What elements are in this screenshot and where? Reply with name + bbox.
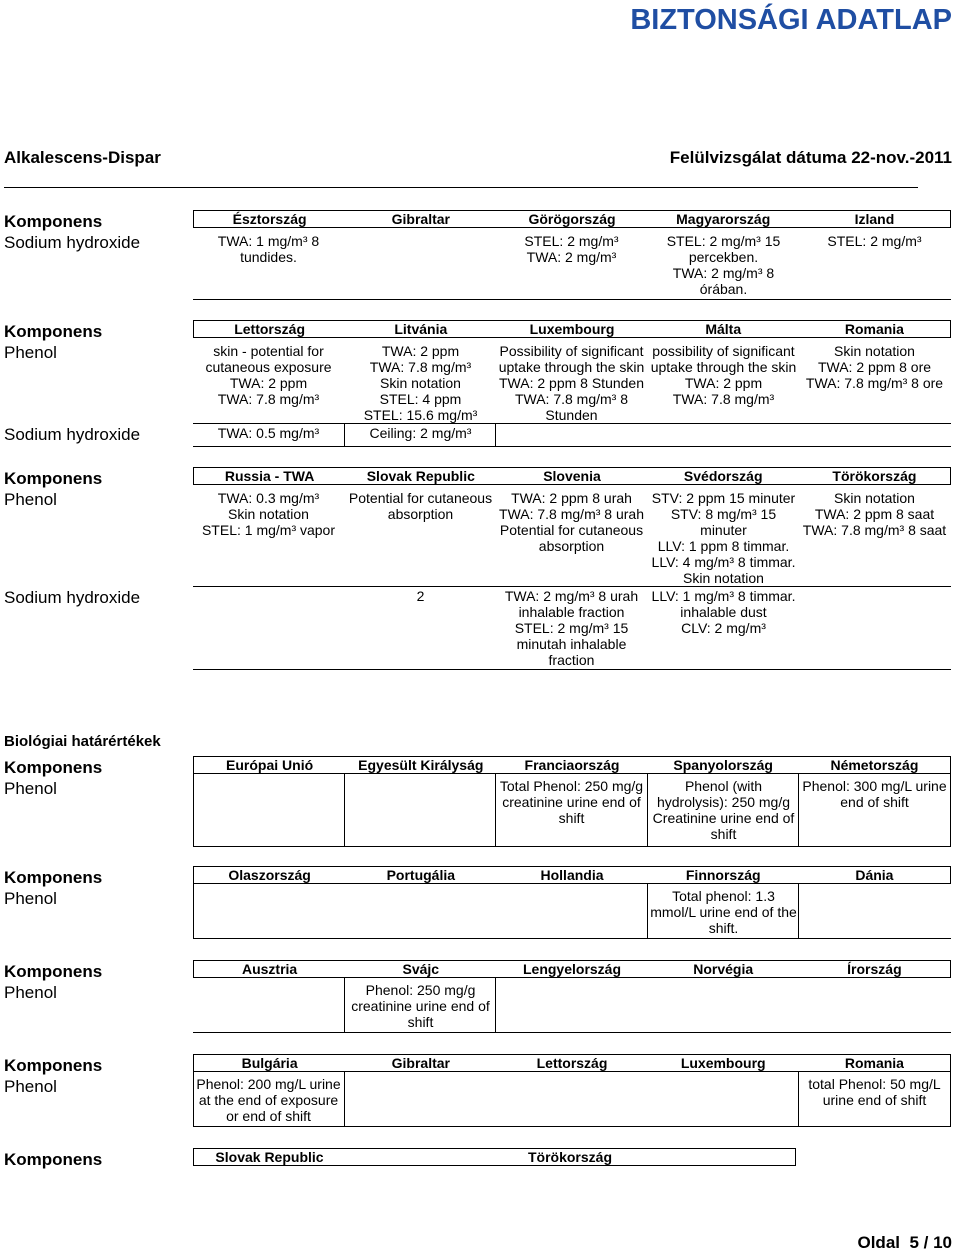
cell-line: Possibility of significant [499, 343, 644, 359]
value-cell [345, 982, 496, 1030]
table-bottom-rule [193, 299, 951, 300]
value-cell [799, 1076, 950, 1108]
cell-line: TWA: 2 mg/m³ 8 [672, 265, 775, 281]
component-header: Komponens [4, 758, 103, 777]
cell-divider [193, 884, 194, 938]
row-label-sodium-hydroxide: Sodium hydroxide [4, 233, 141, 252]
row-label-phenol: Phenol [4, 779, 57, 798]
cell-line: percekben. [688, 249, 759, 265]
cell-line: Ceiling: 2 mg/m³ [369, 425, 472, 441]
column-header: Norvégia [693, 961, 754, 977]
cell-line: TWA: 2 ppm 8 Stunden [499, 375, 644, 391]
cell-line: Skin notation [683, 570, 764, 586]
column-header: Gibraltar [391, 211, 450, 227]
cell-line: fraction [548, 652, 595, 668]
cell-line: LLV: 4 mg/m³ 8 timmar. [651, 554, 796, 570]
column-header: Lettország [536, 1055, 608, 1071]
row-divider [193, 586, 951, 587]
value-cell [496, 778, 647, 826]
column-header: Svédország [683, 468, 763, 484]
cell-line: total Phenol: 50 mg/L [808, 1076, 941, 1092]
row-label-phenol: Phenol [4, 983, 57, 1002]
revision-label: Felülvizsgálat dátuma [669, 148, 847, 167]
cell-line: LLV: 1 ppm 8 timmar. [657, 538, 790, 554]
cell-line: Skin notation [834, 343, 915, 359]
cell-divider [344, 1072, 345, 1126]
cell-line: minutah inhalable [516, 636, 627, 652]
cell-line: STV: 2 ppm 15 minuter [651, 490, 796, 506]
cell-line: Phenol (with [684, 778, 763, 794]
product-name: Alkalescens-Dispar [4, 148, 161, 167]
column-header-row [193, 866, 951, 884]
column-header: Lengyelország [522, 961, 622, 977]
component-header: Komponens [4, 868, 103, 887]
value-cell [799, 233, 950, 249]
value-cell [648, 490, 799, 586]
page-label: Oldal [857, 1233, 900, 1252]
row-label-sodium-hydroxide: Sodium hydroxide [4, 588, 141, 607]
column-header: Európai Unió [226, 757, 314, 773]
table-bottom-rule [193, 1032, 951, 1033]
value-cell [496, 588, 647, 668]
table-bottom-rule [193, 938, 951, 939]
cell-divider [193, 1072, 194, 1126]
header-rule [4, 187, 918, 188]
row-label-phenol: Phenol [4, 1077, 57, 1096]
cell-line: possibility of significant [652, 343, 795, 359]
cell-line: urine end of shift [822, 1092, 927, 1108]
table-bottom-rule [193, 446, 951, 447]
cell-line: LLV: 1 mg/m³ 8 timmar. [651, 588, 796, 604]
column-header: Törökország [527, 1149, 612, 1165]
cell-line: Skin notation [228, 506, 309, 522]
component-header: Komponens [4, 1150, 103, 1169]
component-header: Komponens [4, 322, 103, 341]
column-header: Bulgária [241, 1055, 298, 1071]
cell-line: TWA: 7.8 mg/m³ 8 ore [805, 375, 944, 391]
cell-line: absorption [538, 538, 605, 554]
component-header: Komponens [4, 469, 103, 488]
cell-divider [193, 774, 194, 846]
value-cell [496, 490, 647, 554]
cell-line: TWA: 7.8 mg/m³ [369, 359, 472, 375]
cell-line: cutaneous exposure [205, 359, 332, 375]
cell-line: TWA: 7.8 mg/m³ 8 saat [802, 522, 947, 538]
section-title-biological-limits: Biológiai határértékek [4, 733, 161, 750]
column-header: Romania [844, 321, 904, 337]
column-header: Litvánia [394, 321, 448, 337]
component-header: Komponens [4, 1056, 103, 1075]
column-header: Hollandia [540, 867, 604, 883]
cell-line: TWA: 2 ppm [229, 375, 308, 391]
cell-line: Phenol: 250 mg/g [365, 982, 476, 998]
cell-line: inhalable fraction [518, 604, 625, 620]
cell-line: TWA: 0.5 mg/m³ [217, 425, 320, 441]
column-header: Russia - TWA [224, 468, 315, 484]
cell-line: uptake through the skin [498, 359, 645, 375]
column-header: Törökország [832, 468, 917, 484]
page-footer [857, 1233, 952, 1253]
column-header: Magyarország [676, 211, 771, 227]
cell-line: skin - potential for [213, 343, 324, 359]
cell-line: TWA: 2 ppm 8 saat [814, 506, 935, 522]
column-header: Slovak Republic [366, 468, 475, 484]
column-header: Luxembourg [680, 1055, 766, 1071]
column-header: Svájc [402, 961, 440, 977]
value-cell [193, 425, 344, 441]
row-divider [193, 423, 951, 424]
cell-line: TWA: 2 mg/m³ 8 urah [504, 588, 639, 604]
value-cell [193, 343, 344, 407]
document-title: BIZTONSÁGI ADATLAP [630, 4, 952, 36]
row-label-phenol: Phenol [4, 889, 57, 908]
value-cell [648, 233, 799, 297]
cell-line: TWA: 2 ppm [381, 343, 460, 359]
cell-line: shift. [708, 920, 739, 936]
cell-line: STEL: 2 mg/m³ [524, 233, 619, 249]
cell-line: Creatinine urine end of [652, 810, 795, 826]
cell-divider [344, 978, 345, 1032]
column-header: Finnország [685, 867, 761, 883]
value-cell [648, 343, 799, 407]
cell-line: STEL: 4 ppm [379, 391, 462, 407]
cell-divider [647, 774, 648, 846]
cell-line: shift [558, 810, 585, 826]
value-cell [193, 233, 344, 265]
cell-line: absorption [387, 506, 454, 522]
column-header: Portugália [386, 867, 456, 883]
cell-divider [950, 774, 951, 846]
column-header-row [193, 1054, 951, 1072]
column-header: Málta [705, 321, 742, 337]
cell-line: Total Phenol: 250 mg/g [499, 778, 644, 794]
cell-line: minuter [700, 522, 747, 538]
cell-line: órában. [699, 281, 748, 297]
cell-divider [344, 774, 345, 846]
value-cell [799, 490, 950, 538]
cell-line: creatinine urine end of [351, 998, 490, 1014]
value-cell [648, 888, 799, 936]
column-header: Luxembourg [529, 321, 615, 337]
column-header: Írország [847, 961, 902, 977]
cell-divider [798, 1072, 799, 1126]
row-label-phenol: Phenol [4, 490, 57, 509]
cell-line: Phenol: 300 mg/L urine [802, 778, 947, 794]
cell-divider [344, 423, 345, 446]
revision-date [670, 148, 952, 168]
cell-line: uptake through the skin [650, 359, 797, 375]
cell-line: TWA: 7.8 mg/m³ 8 urah [499, 506, 644, 522]
cell-line: TWA: 1 mg/m³ 8 [217, 233, 320, 249]
column-header: Ausztria [241, 961, 298, 977]
column-header: Franciaország [524, 757, 620, 773]
column-header-row [193, 467, 951, 485]
cell-line: TWA: 2 ppm [684, 375, 763, 391]
column-header: Slovenia [543, 468, 601, 484]
cell-line: TWA: 2 mg/m³ [526, 249, 617, 265]
cell-line: STEL: 2 mg/m³ [827, 233, 922, 249]
row-label-phenol: Phenol [4, 343, 57, 362]
cell-line: TWA: 7.8 mg/m³ [217, 391, 320, 407]
column-header-row [193, 756, 951, 774]
cell-line: creatinine urine end of [502, 794, 641, 810]
cell-line: TWA: 2 ppm 8 urah [511, 490, 632, 506]
value-cell [799, 778, 950, 810]
cell-divider [647, 884, 648, 938]
page-number: 5 / 10 [909, 1233, 952, 1252]
cell-line: Phenol: 200 mg/L urine [196, 1076, 341, 1092]
value-cell [648, 778, 799, 842]
cell-line: Stunden [545, 407, 598, 423]
cell-divider [798, 884, 799, 938]
value-cell [496, 343, 647, 423]
cell-line: STEL: 15.6 mg/m³ [363, 407, 478, 423]
cell-line: tundides. [240, 249, 297, 265]
column-header-row [193, 960, 951, 978]
row-label-sodium-hydroxide: Sodium hydroxide [4, 425, 141, 444]
value-cell [345, 425, 496, 441]
table-bottom-rule [193, 669, 951, 670]
column-header: Dánia [855, 867, 894, 883]
value-cell [193, 1076, 344, 1124]
cell-line: Potential for cutaneous [348, 490, 493, 506]
cell-line: shift [710, 826, 737, 842]
column-header: Spanyolország [673, 757, 773, 773]
column-header: Slovak Republic [215, 1149, 324, 1165]
value-cell [345, 490, 496, 522]
cell-line: shift [407, 1014, 434, 1030]
column-header: Romania [844, 1055, 904, 1071]
cell-divider [950, 1072, 951, 1126]
cell-line: Potential for cutaneous [499, 522, 644, 538]
column-header: Izland [854, 211, 895, 227]
cell-divider [798, 774, 799, 846]
component-header: Komponens [4, 962, 103, 981]
cell-divider [495, 774, 496, 846]
value-cell [345, 343, 496, 423]
column-header: Olaszország [228, 867, 311, 883]
column-header: Németország [830, 757, 919, 773]
cell-line: at the end of exposure [198, 1092, 339, 1108]
cell-line: STEL: 1 mg/m³ vapor [201, 522, 336, 538]
column-header: Gibraltar [391, 1055, 450, 1071]
cell-line: Skin notation [834, 490, 915, 506]
value-cell [799, 343, 950, 391]
cell-line: TWA: 7.8 mg/m³ 8 [514, 391, 629, 407]
revision-value: 22-nov.-2011 [851, 148, 952, 167]
value-cell [193, 490, 344, 538]
cell-line: Skin notation [380, 375, 461, 391]
cell-line: STV: 8 mg/m³ 15 [670, 506, 777, 522]
column-header: Lettország [234, 321, 305, 337]
column-header: Észtország [232, 211, 307, 227]
cell-line: hydrolysis): 250 mg/g [656, 794, 791, 810]
cell-line: TWA: 0.3 mg/m³ [217, 490, 320, 506]
cell-line: TWA: 7.8 mg/m³ [672, 391, 775, 407]
column-header: Egyesült Királyság [358, 757, 484, 773]
cell-line: TWA: 2 ppm 8 ore [817, 359, 932, 375]
column-header-row [193, 210, 951, 228]
table-bottom-rule [193, 846, 951, 847]
column-header-row [193, 1148, 796, 1166]
cell-line: or end of shift [226, 1108, 311, 1124]
value-cell [345, 588, 496, 604]
cell-line: STEL: 2 mg/m³ 15 [514, 620, 629, 636]
cell-line: STEL: 2 mg/m³ 15 [666, 233, 781, 249]
cell-divider [495, 978, 496, 1032]
column-header: Görögország [528, 211, 616, 227]
value-cell [648, 588, 799, 636]
component-header: Komponens [4, 212, 103, 231]
column-header-row [193, 320, 951, 338]
cell-line: mmol/L urine end of the [650, 904, 797, 920]
cell-line: Total phenol: 1.3 [672, 888, 775, 904]
cell-line: end of shift [840, 794, 909, 810]
cell-line: inhalable dust [680, 604, 767, 620]
cell-divider [495, 423, 496, 446]
table-bottom-rule [193, 1126, 951, 1127]
cell-line: CLV: 2 mg/m³ [681, 620, 766, 636]
cell-line: 2 [416, 588, 425, 604]
value-cell [496, 233, 647, 265]
